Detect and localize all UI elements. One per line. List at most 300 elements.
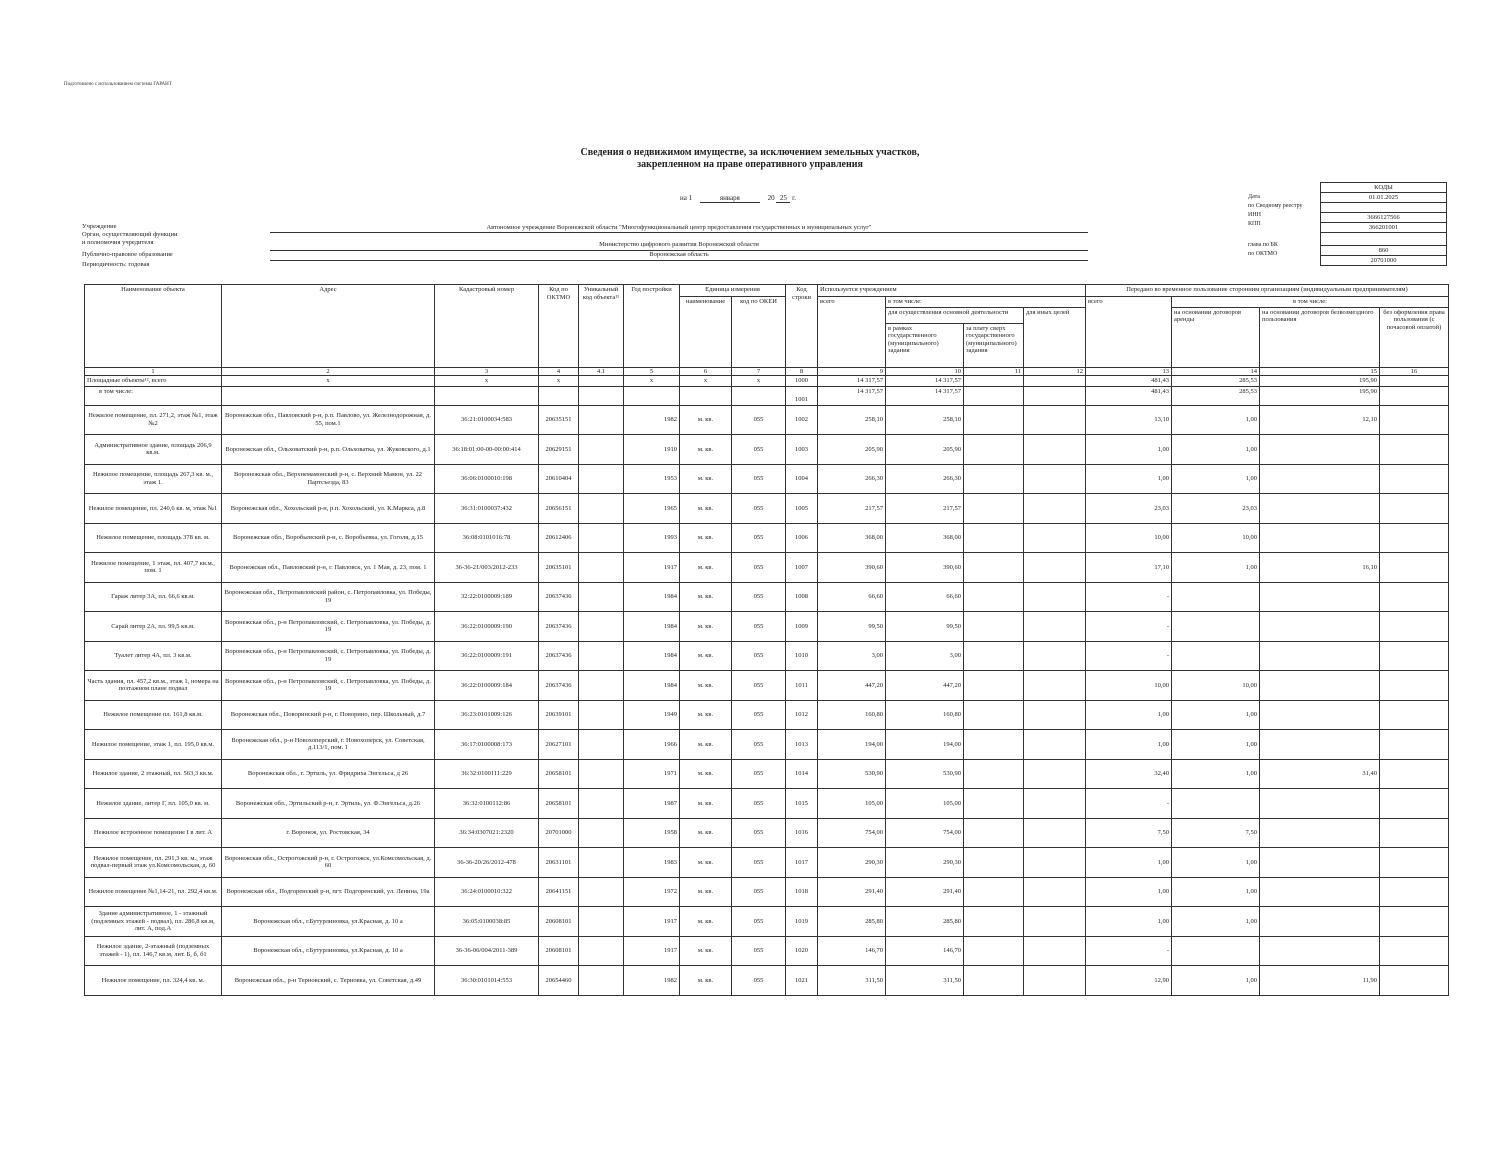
row-paid bbox=[964, 405, 1024, 435]
row-oktmo: 20635101 bbox=[539, 553, 579, 583]
col-num: 13 bbox=[1086, 367, 1172, 376]
table-row bbox=[85, 464, 1449, 494]
col-num: 16 bbox=[1380, 367, 1449, 376]
th-cadastral: Кадастровый номер bbox=[435, 285, 539, 368]
row-year: 1987 bbox=[624, 789, 680, 819]
row-line-code: 1016 bbox=[786, 818, 818, 848]
row-transfer: 1,00 bbox=[1086, 848, 1172, 878]
table-row bbox=[85, 877, 1449, 907]
row-other bbox=[1024, 789, 1086, 819]
row-cadastral: 36:34:0307021:2320 bbox=[435, 818, 539, 848]
inst-label: Учреждение bbox=[82, 223, 117, 230]
row-used: 290,30 bbox=[818, 848, 886, 878]
row-name: Сарай литер 2А, пл. 99,5 кв.м. bbox=[85, 612, 222, 642]
row-paid bbox=[964, 877, 1024, 907]
pub-label: Публично-правовое образование bbox=[82, 251, 173, 258]
row-paid bbox=[964, 700, 1024, 730]
table-row bbox=[85, 612, 1449, 642]
table-row bbox=[85, 405, 1449, 435]
row-main: 447,20 bbox=[886, 671, 964, 701]
row-main: 291,40 bbox=[886, 877, 964, 907]
row-main: 390,60 bbox=[886, 553, 964, 583]
row-name: Нежилое помещение, пл. 271,2, этаж №1, этаж №2 bbox=[85, 405, 222, 435]
row-line-code: 1015 bbox=[786, 789, 818, 819]
row-year: 1966 bbox=[624, 730, 680, 760]
row-address: Воронежская обл., р-н Новохоперский, г. Новохоперск, ул. Советская, д.113/1, пом. 1 bbox=[222, 730, 435, 760]
row-lease: 1,00 bbox=[1172, 759, 1260, 789]
row-transfer: - bbox=[1086, 936, 1172, 966]
total-empty bbox=[964, 376, 1024, 387]
row-unique-code bbox=[579, 789, 624, 819]
table-row bbox=[85, 435, 1449, 465]
row-transfer: 10,00 bbox=[1086, 523, 1172, 553]
row-other bbox=[1024, 494, 1086, 524]
row-used: 205,90 bbox=[818, 435, 886, 465]
date-month: января bbox=[700, 194, 760, 203]
row-transfer: - bbox=[1086, 789, 1172, 819]
row-address: Воронежская обл., Острогожский р-н, г. Острогожск, ул.Комсомольская, д. 60 bbox=[222, 848, 435, 878]
row-name: Нежилое помещение, площадь 378 кв. м. bbox=[85, 523, 222, 553]
row-year: 1984 bbox=[624, 671, 680, 701]
row-nodoc bbox=[1380, 494, 1449, 524]
row-free bbox=[1260, 435, 1380, 465]
table-row bbox=[85, 523, 1449, 553]
row-line-code: 1020 bbox=[786, 936, 818, 966]
row-oktmo: 20637436 bbox=[539, 641, 579, 671]
total-line: 1000 bbox=[786, 376, 818, 387]
row-other bbox=[1024, 818, 1086, 848]
row-paid bbox=[964, 848, 1024, 878]
code-bk: 860 bbox=[1321, 246, 1447, 256]
row-paid bbox=[964, 582, 1024, 612]
row-name: Нежилое помещение пл. 161,8 кв.м. bbox=[85, 700, 222, 730]
row-name: Административное здание, площадь 206,9 кв.м. bbox=[85, 435, 222, 465]
row-okei: 055 bbox=[732, 405, 786, 435]
row-used: 311,50 bbox=[818, 966, 886, 996]
row-free bbox=[1260, 818, 1380, 848]
row-year: 1983 bbox=[624, 848, 680, 878]
th-transfer-total: всего bbox=[1086, 297, 1172, 368]
total-x: x bbox=[624, 376, 680, 387]
row-free: 11,90 bbox=[1260, 966, 1380, 996]
code-empty bbox=[1321, 233, 1447, 246]
row-nodoc bbox=[1380, 907, 1449, 937]
row-nodoc bbox=[1380, 612, 1449, 642]
row-transfer: 23,03 bbox=[1086, 494, 1172, 524]
row-unit: м. кв. bbox=[680, 641, 732, 671]
inst-underline bbox=[270, 232, 1088, 233]
row-nodoc bbox=[1380, 966, 1449, 996]
table-row bbox=[85, 818, 1449, 848]
pub-underline bbox=[270, 260, 1088, 261]
row-transfer: 1,00 bbox=[1086, 730, 1172, 760]
row-okei: 055 bbox=[732, 671, 786, 701]
row-main: 146,70 bbox=[886, 936, 964, 966]
row-nodoc bbox=[1380, 435, 1449, 465]
row-nodoc bbox=[1380, 553, 1449, 583]
row-other bbox=[1024, 405, 1086, 435]
row-oktmo: 20608101 bbox=[539, 907, 579, 937]
row-line-code: 1005 bbox=[786, 494, 818, 524]
row-paid bbox=[964, 553, 1024, 583]
row-transfer: 32,40 bbox=[1086, 759, 1172, 789]
col-num: 3 bbox=[435, 367, 539, 376]
row-nodoc bbox=[1380, 405, 1449, 435]
row-free bbox=[1260, 671, 1380, 701]
row-paid bbox=[964, 671, 1024, 701]
total-x: x bbox=[435, 376, 539, 387]
row-address: г. Воронеж, ул. Ростовская, 34 bbox=[222, 818, 435, 848]
row-year: 1993 bbox=[624, 523, 680, 553]
row-okei: 055 bbox=[732, 877, 786, 907]
row-year: 1917 bbox=[624, 907, 680, 937]
total-main: 14 317,57 bbox=[886, 376, 964, 387]
row-transfer: 17,10 bbox=[1086, 553, 1172, 583]
report-date bbox=[680, 194, 796, 203]
row-used: 146,70 bbox=[818, 936, 886, 966]
col-num: 7 bbox=[732, 367, 786, 376]
row-unit: м. кв. bbox=[680, 759, 732, 789]
total-x: x bbox=[732, 376, 786, 387]
row-unit: м. кв. bbox=[680, 966, 732, 996]
table-row bbox=[85, 641, 1449, 671]
code-label-oktmo: по ОКТМО bbox=[1248, 251, 1278, 257]
row-nodoc bbox=[1380, 877, 1449, 907]
row-oktmo: 20656151 bbox=[539, 494, 579, 524]
row-paid bbox=[964, 789, 1024, 819]
row-nodoc bbox=[1380, 936, 1449, 966]
row-main: 290,30 bbox=[886, 848, 964, 878]
row-lease bbox=[1172, 936, 1260, 966]
row-main: 754,00 bbox=[886, 818, 964, 848]
row-line-code: 1002 bbox=[786, 405, 818, 435]
incl-empty bbox=[732, 386, 786, 405]
total-x: x bbox=[680, 376, 732, 387]
date-year: 25 bbox=[776, 194, 790, 203]
page-subtitle: закрепленном на праве оперативного управления bbox=[637, 159, 863, 170]
row-year: 1984 bbox=[624, 582, 680, 612]
property-table bbox=[84, 284, 1449, 996]
th-unit-code: код по ОКЕИ bbox=[732, 297, 786, 368]
row-unique-code bbox=[579, 818, 624, 848]
row-free bbox=[1260, 464, 1380, 494]
total-empty bbox=[579, 376, 624, 387]
code-label-kpp: КПП bbox=[1248, 221, 1261, 227]
row-nodoc bbox=[1380, 523, 1449, 553]
row-lease: 23,03 bbox=[1172, 494, 1260, 524]
row-lease: 1,00 bbox=[1172, 464, 1260, 494]
table-row bbox=[85, 907, 1449, 937]
row-unique-code bbox=[579, 612, 624, 642]
row-transfer: 7,50 bbox=[1086, 818, 1172, 848]
row-other bbox=[1024, 936, 1086, 966]
table-row bbox=[85, 936, 1449, 966]
th-oktmo: Код по ОКТМО bbox=[539, 285, 579, 368]
row-used: 368,00 bbox=[818, 523, 886, 553]
row-lease: 1,00 bbox=[1172, 848, 1260, 878]
code-kpp: 366201001 bbox=[1321, 223, 1447, 233]
row-nodoc bbox=[1380, 730, 1449, 760]
row-unique-code bbox=[579, 641, 624, 671]
col-num: 12 bbox=[1024, 367, 1086, 376]
row-unit: м. кв. bbox=[680, 730, 732, 760]
row-line-code: 1008 bbox=[786, 582, 818, 612]
row-unique-code bbox=[579, 523, 624, 553]
row-main: 66,60 bbox=[886, 582, 964, 612]
total-transfer: 481,43 bbox=[1086, 376, 1172, 387]
row-unit: м. кв. bbox=[680, 907, 732, 937]
row-address: Воронежская обл., р-н Терновский, с. Терновка, ул. Советская, д.49 bbox=[222, 966, 435, 996]
th-no-doc: без оформления права пользования (с почасовой оплатой) bbox=[1380, 307, 1449, 367]
row-paid bbox=[964, 612, 1024, 642]
incl-name: в том числе: bbox=[85, 386, 222, 405]
row-okei: 055 bbox=[732, 966, 786, 996]
row-year: 1953 bbox=[624, 464, 680, 494]
row-oktmo: 20641151 bbox=[539, 877, 579, 907]
col-num: 15 bbox=[1260, 367, 1380, 376]
row-nodoc bbox=[1380, 700, 1449, 730]
row-unique-code bbox=[579, 494, 624, 524]
row-address: Воронежская обл., г. Эртиль, ул. Фридриха Энгельса, д 26 bbox=[222, 759, 435, 789]
column-numbers-row bbox=[85, 367, 1449, 376]
row-name: Нежилое помещение, площадь 267,3 кв. м., этаж 1. bbox=[85, 464, 222, 494]
row-free bbox=[1260, 907, 1380, 937]
th-used-total: всего bbox=[818, 297, 886, 368]
th-unit: Единица измерения bbox=[680, 285, 786, 297]
total-empty bbox=[1024, 376, 1086, 387]
row-year: 1917 bbox=[624, 936, 680, 966]
body-value: Министерство цифрового развития Воронежской области bbox=[599, 241, 759, 248]
row-cadastral: 36:32:0100112:86 bbox=[435, 789, 539, 819]
code-registry bbox=[1321, 203, 1447, 213]
row-transfer: 12,90 bbox=[1086, 966, 1172, 996]
body-label-2: и полномочия учредителя bbox=[82, 239, 154, 246]
row-line-code: 1011 bbox=[786, 671, 818, 701]
row-lease: 1,00 bbox=[1172, 877, 1260, 907]
row-used: 390,60 bbox=[818, 553, 886, 583]
row-unique-code bbox=[579, 582, 624, 612]
row-oktmo: 20654460 bbox=[539, 966, 579, 996]
row-used: 217,57 bbox=[818, 494, 886, 524]
row-name: Нежилое помещение, 1 этаж, пл. 407,7 кв.м., пом. 1 bbox=[85, 553, 222, 583]
codes-table bbox=[1320, 182, 1447, 266]
row-lease bbox=[1172, 582, 1260, 612]
row-name: Часть здания, пл. 457,2 кв.м., этаж 1, номера на поэтажном плане подвал bbox=[85, 671, 222, 701]
total-empty bbox=[1380, 376, 1449, 387]
row-paid bbox=[964, 730, 1024, 760]
row-unique-code bbox=[579, 759, 624, 789]
row-nodoc bbox=[1380, 464, 1449, 494]
row-other bbox=[1024, 700, 1086, 730]
row-okei: 055 bbox=[732, 464, 786, 494]
row-oktmo: 20608101 bbox=[539, 936, 579, 966]
table-row bbox=[85, 966, 1449, 996]
total-x: x bbox=[222, 376, 435, 387]
row-transfer: - bbox=[1086, 582, 1172, 612]
row-okei: 055 bbox=[732, 789, 786, 819]
row-address: Воронежская обл., р-н Петропавловский, с. Петропавловка, ул. Победы, д. 19 bbox=[222, 641, 435, 671]
row-oktmo: 20631101 bbox=[539, 848, 579, 878]
row-oktmo: 20658101 bbox=[539, 789, 579, 819]
row-lease: 1,00 bbox=[1172, 700, 1260, 730]
code-label-bk: глава по БК bbox=[1248, 242, 1278, 248]
incl-empty bbox=[624, 386, 680, 405]
incl-used: 14 317,57 bbox=[818, 386, 886, 405]
table-row bbox=[85, 494, 1449, 524]
code-date: 01.01.2025 bbox=[1321, 193, 1447, 203]
row-free bbox=[1260, 612, 1380, 642]
row-address: Воронежская обл., Верхнемамонский р-н, с. Верхний Мамон, ул. 22 Партсъезда, 83 bbox=[222, 464, 435, 494]
row-okei: 055 bbox=[732, 730, 786, 760]
row-main: 205,90 bbox=[886, 435, 964, 465]
col-num: 10 bbox=[886, 367, 964, 376]
row-unique-code bbox=[579, 553, 624, 583]
incl-empty bbox=[964, 386, 1024, 405]
row-year: 1984 bbox=[624, 612, 680, 642]
th-main-activity: для осуществления основной деятельности bbox=[886, 307, 1024, 323]
table-row bbox=[85, 789, 1449, 819]
row-okei: 055 bbox=[732, 759, 786, 789]
row-lease: 1,00 bbox=[1172, 966, 1260, 996]
row-free: 12,10 bbox=[1260, 405, 1380, 435]
table-row bbox=[85, 553, 1449, 583]
th-used-incl: в том числе: bbox=[886, 297, 1086, 308]
row-oktmo: 20627101 bbox=[539, 730, 579, 760]
row-unit: м. кв. bbox=[680, 523, 732, 553]
row-nodoc bbox=[1380, 848, 1449, 878]
row-name: Нежилое помещение, пл. 240,6 кв. м, этаж №1 bbox=[85, 494, 222, 524]
row-paid bbox=[964, 523, 1024, 553]
row-year: 1982 bbox=[624, 966, 680, 996]
row-line-code: 1003 bbox=[786, 435, 818, 465]
row-used: 285,80 bbox=[818, 907, 886, 937]
row-cadastral: 36:05:0100038:85 bbox=[435, 907, 539, 937]
row-other bbox=[1024, 553, 1086, 583]
row-unique-code bbox=[579, 405, 624, 435]
row-transfer: - bbox=[1086, 641, 1172, 671]
incl-empty bbox=[579, 386, 624, 405]
row-name: Нежилое здание, 2-этажный (подземных этажей - 1), пл. 146,7 кв.м, лит. Б, б, б1 bbox=[85, 936, 222, 966]
row-unique-code bbox=[579, 435, 624, 465]
col-num: 8 bbox=[786, 367, 818, 376]
row-free bbox=[1260, 700, 1380, 730]
row-main: 258,10 bbox=[886, 405, 964, 435]
row-unique-code bbox=[579, 936, 624, 966]
row-name: Нежилое помещение, этаж 1, пл. 195,0 кв.м. bbox=[85, 730, 222, 760]
row-transfer: - bbox=[1086, 612, 1172, 642]
row-free bbox=[1260, 730, 1380, 760]
row-name: Нежилое помещение, пл. 291,3 кв. м., этаж подвал-первый этаж ул.Комсомольская, д. 60 bbox=[85, 848, 222, 878]
total-free: 195,90 bbox=[1260, 376, 1380, 387]
row-other bbox=[1024, 730, 1086, 760]
row-used: 530,90 bbox=[818, 759, 886, 789]
row-nodoc bbox=[1380, 818, 1449, 848]
row-lease: 1,00 bbox=[1172, 907, 1260, 937]
total-row bbox=[85, 376, 1449, 387]
row-unit: м. кв. bbox=[680, 582, 732, 612]
row-main: 160,80 bbox=[886, 700, 964, 730]
row-year: 1958 bbox=[624, 818, 680, 848]
row-nodoc bbox=[1380, 671, 1449, 701]
row-year: 1982 bbox=[624, 405, 680, 435]
row-paid bbox=[964, 464, 1024, 494]
col-num: 5 bbox=[624, 367, 680, 376]
table-row bbox=[85, 759, 1449, 789]
row-cadastral: 36:30:0101014:553 bbox=[435, 966, 539, 996]
row-year: 1972 bbox=[624, 877, 680, 907]
row-cadastral: 36:08:0101016:78 bbox=[435, 523, 539, 553]
row-address: Воронежская обл., Воробьевский р-н, с. Воробьевка, ул. Гоголя, д.15 bbox=[222, 523, 435, 553]
incl-transfer: 481,43 bbox=[1086, 386, 1172, 405]
col-num: 9 bbox=[818, 367, 886, 376]
row-address: Воронежская обл., г.Бутурлиновка, ул.Красная, д. 10 а bbox=[222, 907, 435, 937]
row-used: 754,00 bbox=[818, 818, 886, 848]
row-lease: 1,00 bbox=[1172, 405, 1260, 435]
row-transfer: 1,00 bbox=[1086, 700, 1172, 730]
row-line-code: 1004 bbox=[786, 464, 818, 494]
row-okei: 055 bbox=[732, 582, 786, 612]
row-cadastral: 36:22:0100009:190 bbox=[435, 612, 539, 642]
row-unit: м. кв. bbox=[680, 877, 732, 907]
row-line-code: 1021 bbox=[786, 966, 818, 996]
date-year-prefix: 20 bbox=[767, 194, 775, 202]
row-oktmo: 20637436 bbox=[539, 671, 579, 701]
row-unique-code bbox=[579, 848, 624, 878]
row-free bbox=[1260, 877, 1380, 907]
incl-row bbox=[85, 386, 1449, 405]
incl-empty bbox=[1380, 386, 1449, 405]
row-oktmo: 20629151 bbox=[539, 435, 579, 465]
row-oktmo: 20635151 bbox=[539, 405, 579, 435]
th-unique-code: Уникальный код объекта¹¹ bbox=[579, 285, 624, 368]
row-main: 311,50 bbox=[886, 966, 964, 996]
row-free bbox=[1260, 582, 1380, 612]
row-free bbox=[1260, 494, 1380, 524]
row-paid bbox=[964, 494, 1024, 524]
row-line-code: 1010 bbox=[786, 641, 818, 671]
row-free bbox=[1260, 848, 1380, 878]
row-other bbox=[1024, 966, 1086, 996]
total-lease: 285,53 bbox=[1172, 376, 1260, 387]
row-unique-code bbox=[579, 907, 624, 937]
table-row bbox=[85, 700, 1449, 730]
row-unit: м. кв. bbox=[680, 700, 732, 730]
th-used: Используется учреждением bbox=[818, 285, 1086, 297]
row-address: Воронежская обл., Ольховатский р-н, р.п. Ольховатка, ул. Жуковского, д.1 bbox=[222, 435, 435, 465]
row-transfer: 1,00 bbox=[1086, 907, 1172, 937]
row-cadastral: 36:22:0100009:191 bbox=[435, 641, 539, 671]
row-lease: 10,00 bbox=[1172, 671, 1260, 701]
body-label-1: Орган, осуществляющий функции bbox=[82, 231, 178, 238]
row-paid bbox=[964, 966, 1024, 996]
row-year: 1917 bbox=[624, 553, 680, 583]
row-okei: 055 bbox=[732, 494, 786, 524]
row-other bbox=[1024, 641, 1086, 671]
row-line-code: 1017 bbox=[786, 848, 818, 878]
row-transfer: 10,00 bbox=[1086, 671, 1172, 701]
row-nodoc bbox=[1380, 582, 1449, 612]
code-label-date: Дата bbox=[1248, 194, 1260, 200]
row-okei: 055 bbox=[732, 612, 786, 642]
row-name: Нежилое помещение, пл. 324,4 кв. м. bbox=[85, 966, 222, 996]
code-label-inn: ИНН bbox=[1248, 212, 1261, 218]
code-oktmo: 20701000 bbox=[1321, 256, 1447, 266]
th-line-code: Код строки bbox=[786, 285, 818, 368]
row-address: Воронежская обл., Петропавловский район, с. Петропавловка, ул. Победы, 19 bbox=[222, 582, 435, 612]
row-unique-code bbox=[579, 966, 624, 996]
incl-free: 195,90 bbox=[1260, 386, 1380, 405]
row-name: Гараж литер 3А, пл. 66,6 кв.м. bbox=[85, 582, 222, 612]
